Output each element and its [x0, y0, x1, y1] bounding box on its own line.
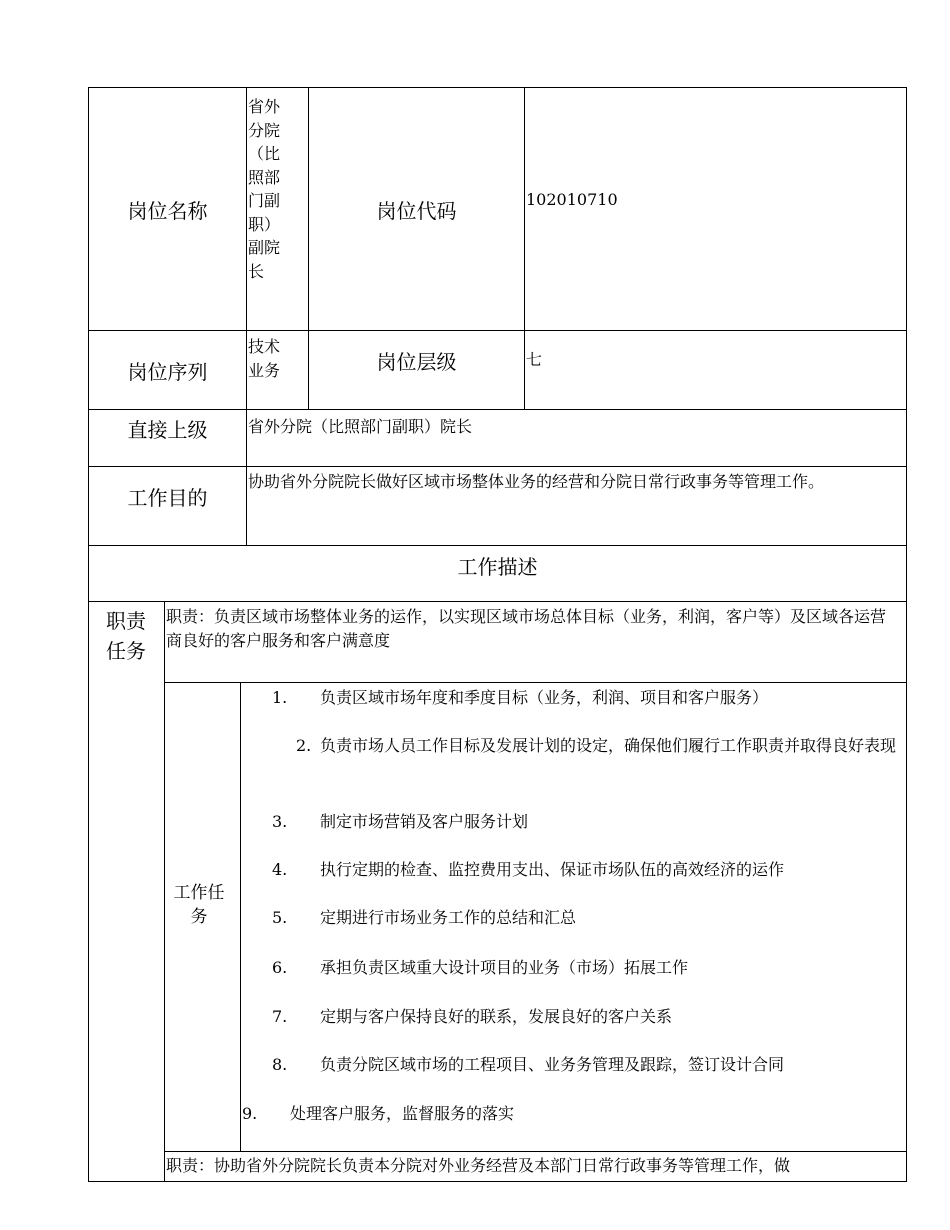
task-item	[242, 1102, 900, 1126]
task-number: 9.	[242, 1104, 258, 1123]
task-text: 负责区域市场年度和季度目标（业务，利润、项目和客户服务）	[320, 688, 769, 707]
task-item	[272, 810, 900, 834]
col-divider-code	[524, 87, 525, 409]
level-value: 七	[526, 350, 543, 369]
sequence-label: 岗位序列	[127, 359, 208, 384]
row-divider-5	[88, 601, 907, 602]
col-divider-label	[246, 87, 247, 545]
task-item	[248, 734, 900, 758]
col-divider-duty	[164, 601, 165, 1181]
duty-2-text: 职责：协助省外分院院长负责本分院对外业务经营及本部门日常行政事务等管理工作，做	[166, 1156, 791, 1175]
task-item	[272, 956, 900, 980]
duty-task-label: 职责任务	[106, 609, 146, 663]
task-text: 制定市场营销及客户服务计划	[320, 812, 529, 831]
purpose-value: 协助省外分院院长做好区域市场整体业务的经营和分院日常行政事务等管理工作。	[248, 472, 825, 491]
task-number: 7.	[272, 1007, 288, 1026]
task-number: 5.	[272, 908, 288, 927]
task-text: 执行定期的检查、监控费用支出、保证市场队伍的高效经济的运作	[320, 860, 785, 879]
task-number: 6.	[272, 958, 288, 977]
task-text: 定期进行市场业务工作的总结和汇总	[320, 908, 577, 927]
task-number: 2.	[296, 736, 312, 755]
table-border-right	[906, 87, 907, 1181]
level-label: 岗位层级	[376, 349, 457, 374]
task-number: 8.	[272, 1055, 288, 1074]
work-description-title: 工作描述	[457, 554, 538, 579]
superior-value: 省外分院（比照部门副职）院长	[248, 417, 473, 436]
table-border-bottom	[88, 1181, 907, 1182]
task-text: 承担负责区域重大设计项目的业务（市场）拓展工作	[320, 958, 689, 977]
purpose-label: 工作目的	[127, 485, 208, 510]
post-code-label: 岗位代码	[376, 198, 457, 223]
post-name-label: 岗位名称	[127, 198, 208, 223]
task-item	[272, 858, 900, 882]
task-text: 负责市场人员工作目标及发展计划的设定，确保他们履行工作职责并取得良好表现	[320, 736, 897, 755]
duty-1-text: 职责：负责区域市场整体业务的运作，以实现区域市场总体目标（业务，利润，客户等）及区域各运营商良好的客户服务和客户满意度	[166, 607, 887, 650]
work-task-label: 工作任务	[173, 883, 225, 927]
post-code-value: 102010710	[526, 190, 618, 209]
row-divider-6	[164, 682, 907, 683]
superior-label: 直接上级	[127, 417, 208, 442]
col-divider-task	[240, 682, 241, 1151]
task-item	[272, 1005, 900, 1029]
task-text: 定期与客户保持良好的联系，发展良好的客户关系	[320, 1007, 673, 1026]
task-number: 4.	[272, 860, 288, 879]
row-divider-7	[164, 1151, 907, 1152]
task-item	[272, 686, 900, 710]
task-text: 处理客户服务，监督服务的落实	[290, 1104, 515, 1123]
sequence-value: 技术业务	[248, 337, 281, 380]
task-item	[272, 906, 900, 930]
task-number: 3.	[272, 812, 288, 831]
post-name-value: 省外分院（比照部门副职）副院长	[248, 97, 281, 281]
task-text: 负责分院区域市场的工程项目、业务务管理及跟踪，签订设计合同	[320, 1055, 785, 1074]
task-number: 1.	[272, 688, 288, 707]
task-item	[272, 1053, 900, 1077]
